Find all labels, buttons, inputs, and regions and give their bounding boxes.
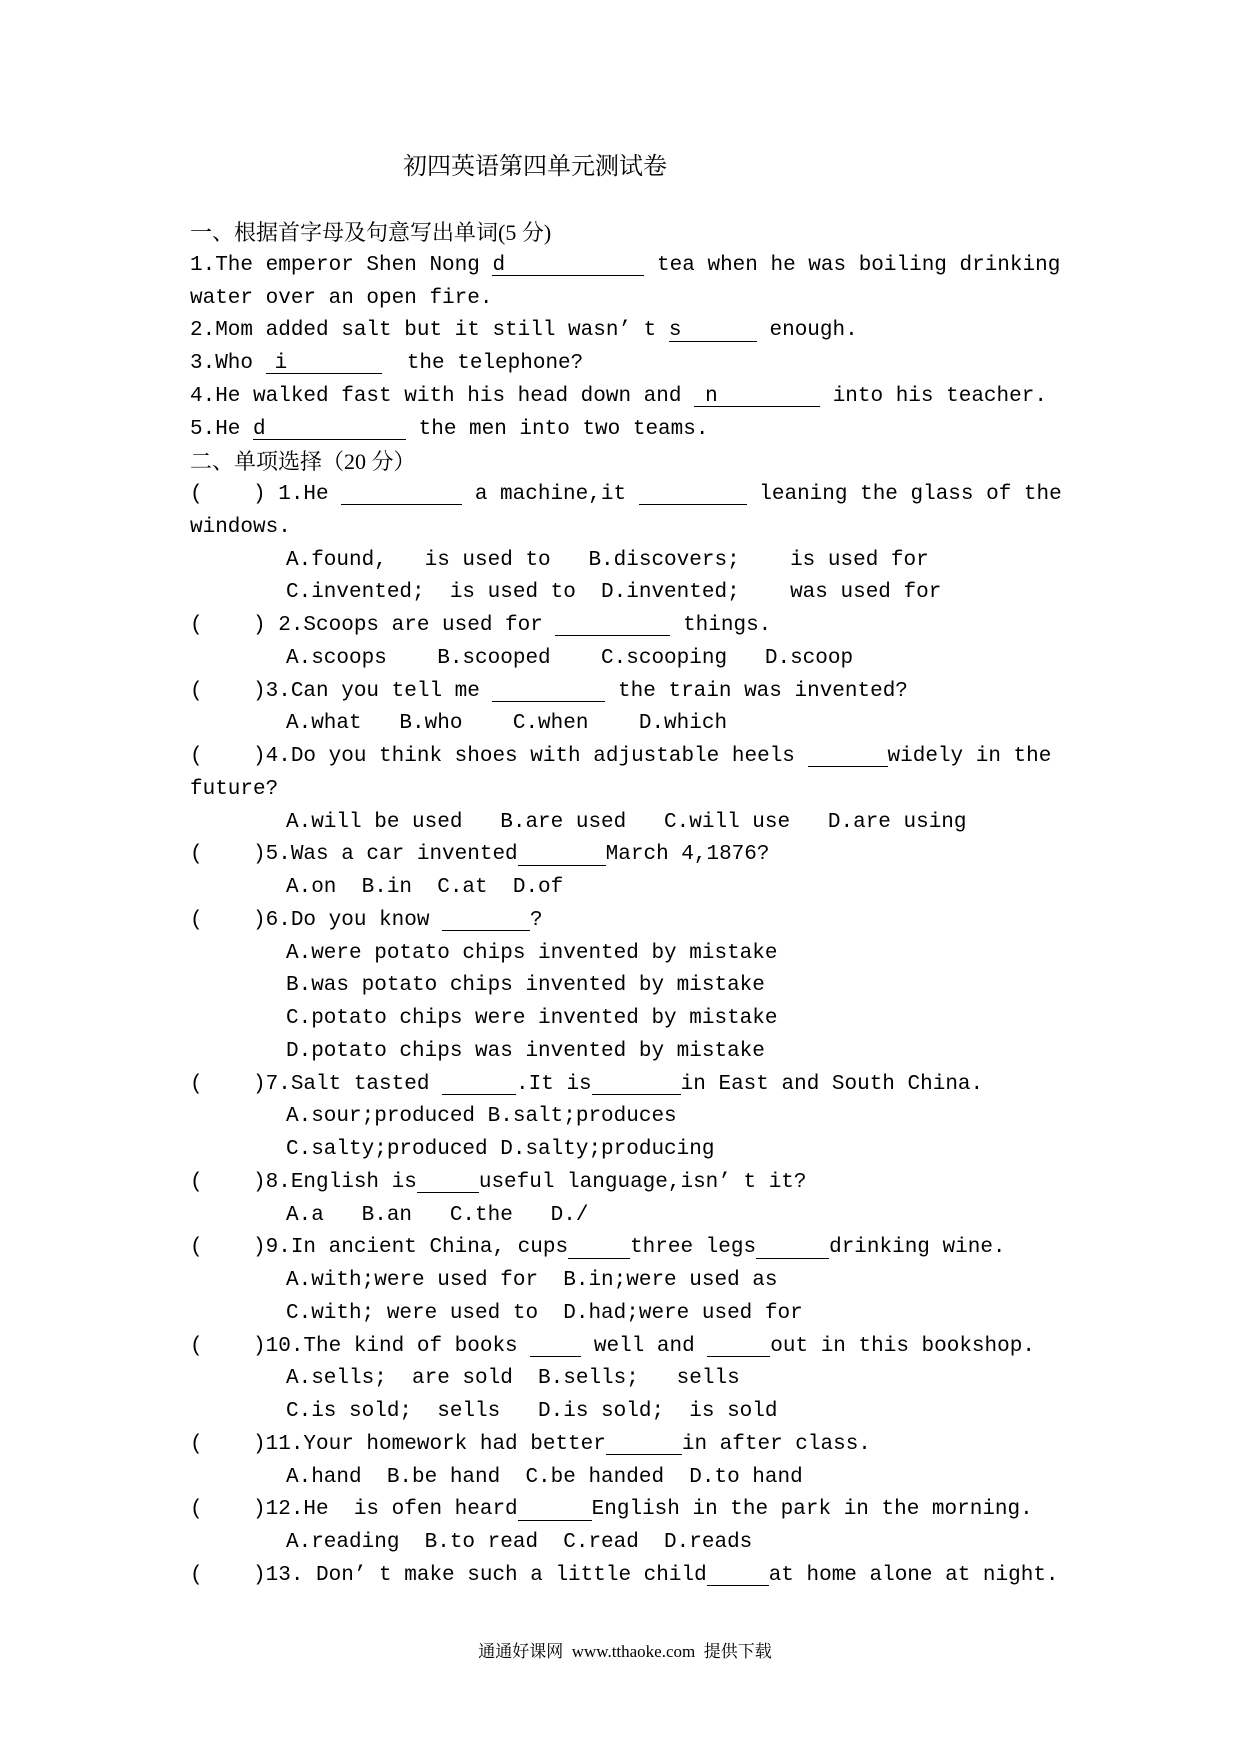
options-line: D.potato chips was invented by mistake <box>286 1039 765 1063</box>
answer-blank <box>341 485 462 505</box>
part1-question-3 <box>190 348 1190 381</box>
question-text: 3.Who <box>190 352 266 375</box>
answer-blank <box>568 1238 630 1258</box>
exam-body <box>190 217 1190 1593</box>
question-text: tea when he was boiling drinking <box>644 253 1061 277</box>
hint-letter: n <box>705 384 718 408</box>
options-line: A.were potato chips invented by mistake <box>286 941 778 965</box>
stem-text: in East and South China. <box>680 1072 984 1096</box>
stem-text: three legs <box>630 1236 757 1260</box>
answer-blank <box>442 911 530 931</box>
answer-blank <box>592 1075 681 1095</box>
options-line: A.will be used B.are used C.will use D.are using <box>286 810 967 834</box>
answer-blank <box>266 354 382 374</box>
part1-question-5 <box>190 414 1190 447</box>
part2-question-9 <box>190 1232 1190 1330</box>
options-line: A.scoops B.scooped C.scooping D.scoop <box>286 646 854 670</box>
question-text: the telephone? <box>381 352 584 375</box>
answer-blank <box>639 485 747 505</box>
question-stem <box>190 1560 1190 1593</box>
question-stem <box>190 1494 1190 1527</box>
stem-text: ( )6.Do you know <box>190 908 443 932</box>
question-text: into his teacher. <box>820 384 1047 408</box>
options-line: C.invented; is used to D.invented; was used for <box>286 581 942 605</box>
part1-section <box>190 217 1190 446</box>
stem-text: ( )13. Don’ t make such a little child <box>190 1563 707 1587</box>
question-stem <box>190 1232 1190 1265</box>
part2-question-1 <box>190 479 1190 610</box>
answer-blank <box>530 1337 581 1357</box>
question-line <box>190 250 1190 283</box>
continuation-text: future? <box>190 777 279 801</box>
part2-question-6 <box>190 905 1190 1069</box>
part1-question-2 <box>190 315 1190 348</box>
stem-text: ( ) 1.He <box>190 483 342 506</box>
options-line: A.with;were used for B.in;were used as <box>286 1269 778 1292</box>
continuation-text: water over an open fire. <box>190 286 493 310</box>
part2-question-11 <box>190 1429 1190 1495</box>
part2-question-8 <box>190 1167 1190 1233</box>
answer-blank <box>492 253 644 277</box>
stem-text: ( )9.In ancient China, cups <box>190 1236 569 1260</box>
answer-blank <box>606 1435 682 1455</box>
stem-text: leaning the glass of the <box>746 483 1062 506</box>
part2-question-7 <box>190 1069 1190 1167</box>
stem-text: out in this bookshop. <box>770 1334 1035 1358</box>
stem-text: a machine,it <box>462 483 639 506</box>
hint-letter: d <box>253 417 266 441</box>
options-line: C.potato chips were invented by mistake <box>286 1007 778 1030</box>
stem-text: useful language,isn’ t it? <box>478 1170 807 1194</box>
answer-blank <box>492 682 605 702</box>
part2-question-13 <box>190 1560 1190 1593</box>
hint-letter: i <box>274 352 288 375</box>
exam-title: 初四英语第四单元测试卷 <box>403 154 667 180</box>
part1-question-4 <box>190 381 1190 414</box>
options-line: C.with; were used to D.had;were used for <box>286 1301 803 1325</box>
stem-text: English in the park in the morning. <box>591 1498 1033 1522</box>
part1-heading: 一、根据首字母及句意写出单词(5 分) <box>190 220 552 245</box>
part2-question-3 <box>190 676 1190 742</box>
question-text: 4.He walked fast with his head down and <box>190 384 695 408</box>
options-line: A.on B.in C.at D.of <box>286 876 564 899</box>
question-stem <box>190 610 1190 643</box>
stem-text: in after class. <box>681 1432 871 1456</box>
stem-text: ( )7.Salt tasted <box>190 1072 443 1096</box>
options-line: A.hand B.be hand C.be handed D.to hand <box>286 1465 803 1489</box>
options-line: A.what B.who C.when D.which <box>286 712 728 736</box>
answer-blank <box>707 1337 770 1357</box>
stem-text: widely in the <box>887 745 1052 768</box>
stem-text: ( )12.He is ofen heard <box>190 1498 518 1522</box>
answer-blank <box>808 747 888 767</box>
answer-blank <box>555 616 670 636</box>
question-stem <box>190 741 1190 774</box>
stem-text: ( )3.Can you tell me <box>190 679 493 703</box>
question-stem <box>190 905 1190 938</box>
stem-text: ( )11.Your homework had better <box>190 1432 606 1456</box>
question-stem <box>190 839 1190 872</box>
question-text: 1.The emperor Shen Nong <box>190 253 493 277</box>
answer-blank <box>253 417 406 441</box>
question-stem <box>190 1167 1190 1200</box>
hint-letter: d <box>492 253 506 277</box>
stem-text: ( )8.English is <box>190 1170 417 1194</box>
stem-text: ( )5.Was a car invented <box>190 843 518 867</box>
question-text: enough. <box>756 319 858 343</box>
stem-text: March 4,1876? <box>605 843 770 867</box>
options-line: C.is sold; sells D.is sold; is sold <box>286 1400 778 1423</box>
answer-blank <box>518 845 606 865</box>
stem-text: well and <box>581 1334 708 1358</box>
part2-section <box>190 446 1190 1592</box>
question-stem <box>190 1069 1190 1102</box>
answer-blank <box>756 1238 829 1258</box>
stem-text: ( )4.Do you think shoes with adjustable heels <box>190 745 808 768</box>
question-text: 2.Mom added salt but it still wasn’ t <box>190 319 669 343</box>
answer-blank <box>417 1173 479 1193</box>
options-line: A.found, is used to B.discovers; is used for <box>286 548 929 572</box>
question-stem <box>190 479 1190 512</box>
part2-heading: 二、单项选择（20 分） <box>190 449 416 475</box>
part2-question-10 <box>190 1331 1190 1429</box>
stem-text: at home alone at night. <box>768 1563 1059 1587</box>
answer-blank <box>694 384 820 408</box>
answer-blank <box>518 1500 592 1520</box>
options-line: A.a B.an C.the D./ <box>286 1203 589 1227</box>
stem-text: ? <box>530 908 543 932</box>
options-line: A.reading B.to read C.read D.reads <box>286 1531 753 1554</box>
part2-question-12 <box>190 1494 1190 1560</box>
answer-blank <box>707 1566 769 1586</box>
stem-text: ( ) 2.Scoops are used for <box>190 614 556 637</box>
question-stem <box>190 1429 1190 1462</box>
answer-blank <box>442 1075 516 1095</box>
hint-letter: s <box>668 319 682 343</box>
continuation-text: windows. <box>190 515 291 539</box>
question-text: the men into two teams. <box>406 417 709 441</box>
question-stem <box>190 676 1190 709</box>
stem-text: things. <box>670 614 772 637</box>
question-stem <box>190 1331 1190 1364</box>
stem-text: the train was invented? <box>605 679 908 703</box>
stem-text: ( )10.The kind of books <box>190 1334 531 1358</box>
stem-text: .It is <box>516 1072 592 1096</box>
part1-question-1 <box>190 250 1190 316</box>
options-line: C.salty;produced D.salty;producing <box>286 1138 715 1161</box>
footer-credit: 通通好课网 www.tthaoke.com 提供下载 <box>478 1642 772 1661</box>
part2-question-2 <box>190 610 1190 676</box>
question-text: 5.He <box>190 417 254 441</box>
options-line: B.was potato chips invented by mistake <box>286 974 765 998</box>
part2-question-5 <box>190 839 1190 905</box>
answer-blank <box>669 321 757 341</box>
part2-question-4 <box>190 741 1190 839</box>
options-line: A.sells; are sold B.sells; sells <box>286 1367 740 1391</box>
options-line: A.sour;produced B.salt;produces <box>286 1105 677 1129</box>
stem-text: drinking wine. <box>829 1236 1006 1260</box>
